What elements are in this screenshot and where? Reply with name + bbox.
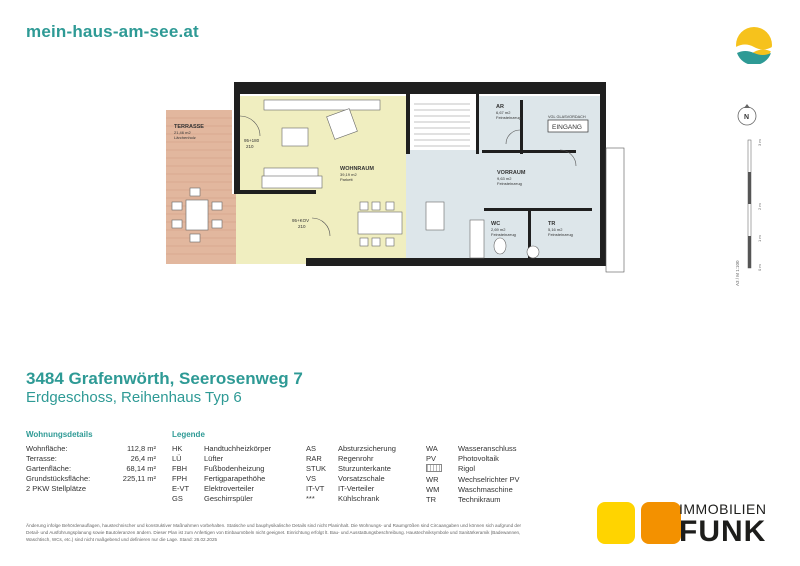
scale-text: A3 / M 1:100 bbox=[735, 260, 740, 286]
disclaimer-text: Änderung infolge Behördenauflagen, haustechnischer und konstruktiver Maßnahmen vorbehalten. Statische und bauphysikalische Details sind nicht Planinhalt. Die Wohnungs- und Raumgrößen sind Circaangaben und können sich aufgrund der Detail- und Ausführungsplanung sowie Bautoleranzen ändern. Dieser Plan ist zum Anfertigen von Einbaumöbeln nicht geeignet. Einrichtung erfolgt lt. Bau- und Ausstattungsbeschreibung. Haustechniksymbole und Sanitärkeramik (Badewannen, Waschtisch, WCs, etc.) sind nicht maßgebend und definieren nur die Lage. Stand: 26.02.2025 bbox=[26, 523, 522, 542]
room-name-vorraum: VORRAUM bbox=[497, 170, 526, 176]
scale-bar bbox=[748, 140, 751, 268]
detail-row: Grundstücksfläche: 225,11 m² bbox=[26, 474, 156, 483]
page-title: 3484 Grafenwörth, Seerosenweg 7 bbox=[26, 369, 303, 388]
room-area-tr: 5,16 m2 bbox=[548, 227, 563, 232]
window-label-1b: 210 bbox=[246, 144, 254, 149]
entrance-label: EINGANG bbox=[552, 124, 582, 131]
room-name-ar: AR bbox=[496, 104, 504, 110]
legend-heading: Legende bbox=[172, 430, 205, 439]
yellow-square-icon bbox=[597, 502, 635, 544]
room-floor-wohnraum: Parkett bbox=[340, 177, 353, 182]
legend-item: HK Handtuchheizkörper bbox=[172, 444, 272, 453]
scale-tick-1: 1 m bbox=[757, 235, 762, 242]
legend-item: WA Wasseranschluss bbox=[426, 444, 517, 453]
brand-name-top: IMMOBILIEN bbox=[679, 501, 767, 517]
detail-row: Terrasse: 26,4 m² bbox=[26, 454, 156, 463]
window-label-2: 95+KOV bbox=[292, 218, 310, 223]
room-name-tr: TR bbox=[548, 221, 556, 227]
scale-tick-3: 3 m bbox=[757, 139, 762, 146]
details-list bbox=[26, 444, 156, 494]
detail-row: Gartenfläche: 68,14 m² bbox=[26, 464, 156, 473]
room-floor-wc: Feinsteinzeug bbox=[491, 232, 516, 237]
site-url[interactable]: mein-haus-am-see.at bbox=[26, 22, 199, 41]
legend-item: VS Vorsatzschale bbox=[306, 474, 385, 483]
room-floor-vorraum: Feinsteinzeug bbox=[497, 181, 522, 186]
brand-logo bbox=[597, 502, 787, 552]
legend-item: TR Technikraum bbox=[426, 495, 501, 504]
room-area-vorraum: 9,63 m2 bbox=[497, 176, 512, 181]
room-name-terrasse: TERRASSE bbox=[174, 124, 204, 130]
legend-item: IT-VT IT-Verteiler bbox=[306, 484, 375, 493]
legend-item: RAR Regenrohr bbox=[306, 454, 374, 463]
detail-row: 2 PKW Stellplätze bbox=[26, 484, 87, 493]
legend-column-1 bbox=[172, 444, 271, 504]
orange-square-icon bbox=[641, 502, 681, 544]
window-label-1: 95+180 bbox=[244, 138, 260, 143]
legend-item: Rigol bbox=[426, 464, 520, 475]
legend-item: PV Photovoltaik bbox=[426, 454, 499, 463]
north-label: N bbox=[744, 114, 750, 121]
vgl-label: VGL GLASVORDACH bbox=[548, 115, 586, 119]
legend-item: WR Wechselrichter PV bbox=[426, 475, 520, 484]
page-subtitle: Erdgeschoss, Reihenhaus Typ 6 bbox=[26, 389, 242, 406]
legend-item: STUK Sturzunterkante bbox=[306, 464, 391, 473]
room-floor-ar: Feinsteinzeug bbox=[496, 115, 521, 120]
detail-row: Wohnfläche: 112,8 m² bbox=[26, 444, 156, 453]
room-area-wohnraum: 39,19 m2 bbox=[340, 172, 357, 177]
room-area-ar: 6,67 m2 bbox=[496, 110, 511, 115]
room-name-wc: WC bbox=[491, 221, 501, 227]
legend-item: AS Absturzsicherung bbox=[306, 444, 396, 453]
room-area-wc: 2,69 m2 bbox=[491, 227, 506, 232]
legend-item: *** Kühlschrank bbox=[306, 494, 380, 503]
window-label-2b: 210 bbox=[298, 224, 306, 229]
legend-item: GS Geschirrspüler bbox=[172, 494, 253, 503]
room-area-terrasse: 21,46 m2 bbox=[174, 130, 191, 135]
legend-item: WM Waschmaschine bbox=[426, 485, 513, 494]
brand-name-bottom: FUNK bbox=[679, 515, 767, 548]
room-floor-terrasse: Lärchenholz bbox=[174, 135, 196, 140]
legend-item: E-VT Elektroverteiler bbox=[172, 484, 255, 493]
legend-item: FPH Fertigparapethöhe bbox=[172, 474, 266, 483]
room-name-wohnraum: WOHNRAUM bbox=[340, 166, 374, 172]
legend-item: FBH Fußbodenheizung bbox=[172, 464, 265, 473]
room-floor-tr: Feinsteinzeug bbox=[548, 232, 573, 237]
scale-tick-0: 0 m bbox=[757, 264, 762, 271]
details-heading: Wohnungsdetails bbox=[26, 430, 93, 439]
scale-tick-2: 2 m bbox=[757, 203, 762, 210]
legend-item: LÜ Lüfter bbox=[172, 454, 224, 463]
rigol-hatch-icon bbox=[426, 464, 442, 472]
legend-column-3 bbox=[426, 444, 520, 505]
legend-column-2 bbox=[306, 444, 396, 504]
